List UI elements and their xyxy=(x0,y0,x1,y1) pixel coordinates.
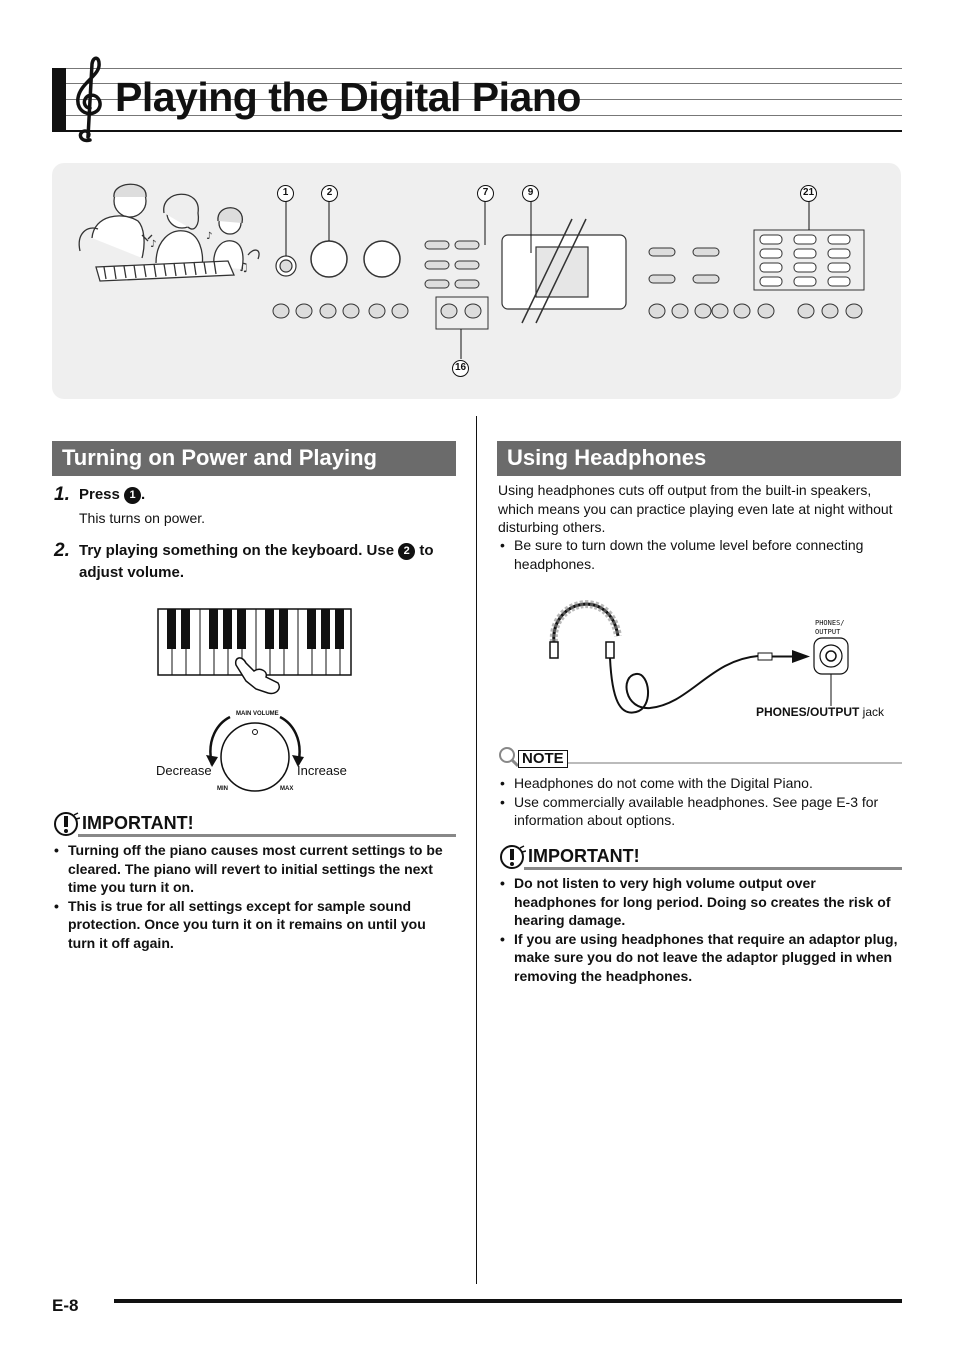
list-item: • Be sure to turn down the volume level before connecting headphones. xyxy=(498,536,902,573)
title-rule xyxy=(66,130,902,132)
jack-panel-label xyxy=(815,619,845,637)
warning-icon xyxy=(52,811,80,837)
callout-21: 21 xyxy=(800,185,817,202)
jack-panel-label-line2: OUTPUT xyxy=(815,628,841,636)
important-list-right xyxy=(498,874,902,985)
section-header-headphones: Using Headphones xyxy=(497,441,901,476)
note-label: NOTE xyxy=(518,750,568,768)
mode-buttons-drawing xyxy=(425,241,488,329)
knob-max: MAX xyxy=(280,786,294,792)
step-number: 2. xyxy=(54,540,70,561)
important-label: IMPORTANT! xyxy=(528,846,640,866)
ref-circle-1: 1 xyxy=(124,487,141,504)
list-item: • Turning off the piano causes most current settings to be cleared. The piano will revert to initial settings the next time you turn it on. xyxy=(52,841,452,897)
display-drawing xyxy=(502,219,626,323)
column-divider xyxy=(476,416,477,1284)
callout-1: 1 xyxy=(277,185,294,202)
page-title: Playing the Digital Piano xyxy=(115,74,581,120)
step-2-text xyxy=(79,540,459,584)
volume-knob-icon xyxy=(221,723,289,791)
callout-7: 7 xyxy=(477,185,494,202)
callout-16: 16 xyxy=(452,360,469,377)
title-tab xyxy=(52,68,66,132)
ref-circle-2: 2 xyxy=(398,543,415,560)
important-rule xyxy=(524,867,902,870)
headphones-intro: Using headphones cuts off output from the built-in speakers, which means you can practice playing even late at night without disturbing others. xyxy=(498,482,893,535)
step-2-text-after: to adjust volume. xyxy=(79,542,434,581)
footer-rule xyxy=(114,1299,902,1303)
list-item: • This is true for all settings except for sample sound protection. Once you turn it on it remains on until you turn it off again. xyxy=(52,897,452,953)
treble-clef-icon xyxy=(66,54,110,144)
family-illustration xyxy=(79,184,259,281)
decrease-label: Decrease xyxy=(156,763,212,778)
step-1-text xyxy=(79,484,145,506)
important-label: IMPORTANT! xyxy=(82,813,194,833)
svg-text:♪: ♪ xyxy=(150,239,157,250)
jack-panel-label-line1: PHONES/ xyxy=(815,619,845,627)
jack-caption xyxy=(756,705,884,719)
svg-text:♫: ♫ xyxy=(238,260,249,274)
list-item: • Headphones do not come with the Digital Piano. xyxy=(498,774,902,793)
lower-buttons-drawing xyxy=(273,304,408,318)
callout-9: 9 xyxy=(522,185,539,202)
callout-2: 2 xyxy=(321,185,338,202)
important-heading-right xyxy=(498,844,902,870)
step-1-subtext: This turns on power. xyxy=(79,510,206,526)
warning-icon xyxy=(498,844,526,870)
step-number: 1. xyxy=(54,484,70,505)
jack-caption-rest: jack xyxy=(859,705,885,719)
headphones-icon xyxy=(554,604,618,642)
step-1-text-before: Press xyxy=(79,486,125,503)
note-rule xyxy=(568,762,902,764)
svg-text:♪: ♪ xyxy=(206,231,213,242)
list-item: • Use commercially available headphones. See page E-3 for information about options. xyxy=(498,793,902,830)
knob-min: MIN xyxy=(217,786,228,792)
headphones-bullets xyxy=(498,536,902,573)
important-list-left xyxy=(52,841,452,952)
important-rule xyxy=(78,834,456,837)
jack-caption-bold: PHONES/OUTPUT xyxy=(756,705,860,719)
title-bar xyxy=(52,68,902,132)
list-item: • If you are using headphones that require an adaptor plug, make sure you do not leave the adaptor plugged in when removing the headphones. xyxy=(498,930,902,986)
knob-title: MAIN VOLUME xyxy=(236,711,279,717)
step-2-text-before: Try playing something on the keyboard. Use xyxy=(79,542,399,559)
magnifier-icon xyxy=(498,746,520,768)
step-1-text-after: . xyxy=(141,486,146,503)
note-heading xyxy=(498,746,902,772)
power-button-drawing xyxy=(276,256,296,276)
page-number: E-8 xyxy=(52,1296,79,1315)
volume-knobs-drawing xyxy=(311,241,400,277)
staff-line xyxy=(66,68,902,69)
section-header-power: Turning on Power and Playing xyxy=(52,441,456,476)
control-panel-illustration xyxy=(52,163,901,399)
headphones-illustration xyxy=(540,590,860,720)
important-heading-left xyxy=(52,811,456,837)
note-list xyxy=(498,774,902,830)
list-item: • Do not listen to very high volume output over headphones for long period. Doing so creates the risk of hearing damage. xyxy=(498,874,902,930)
keypad-drawing xyxy=(754,230,864,290)
increase-label: Increase xyxy=(297,763,347,778)
keyboard-panel-drawing xyxy=(52,163,901,399)
